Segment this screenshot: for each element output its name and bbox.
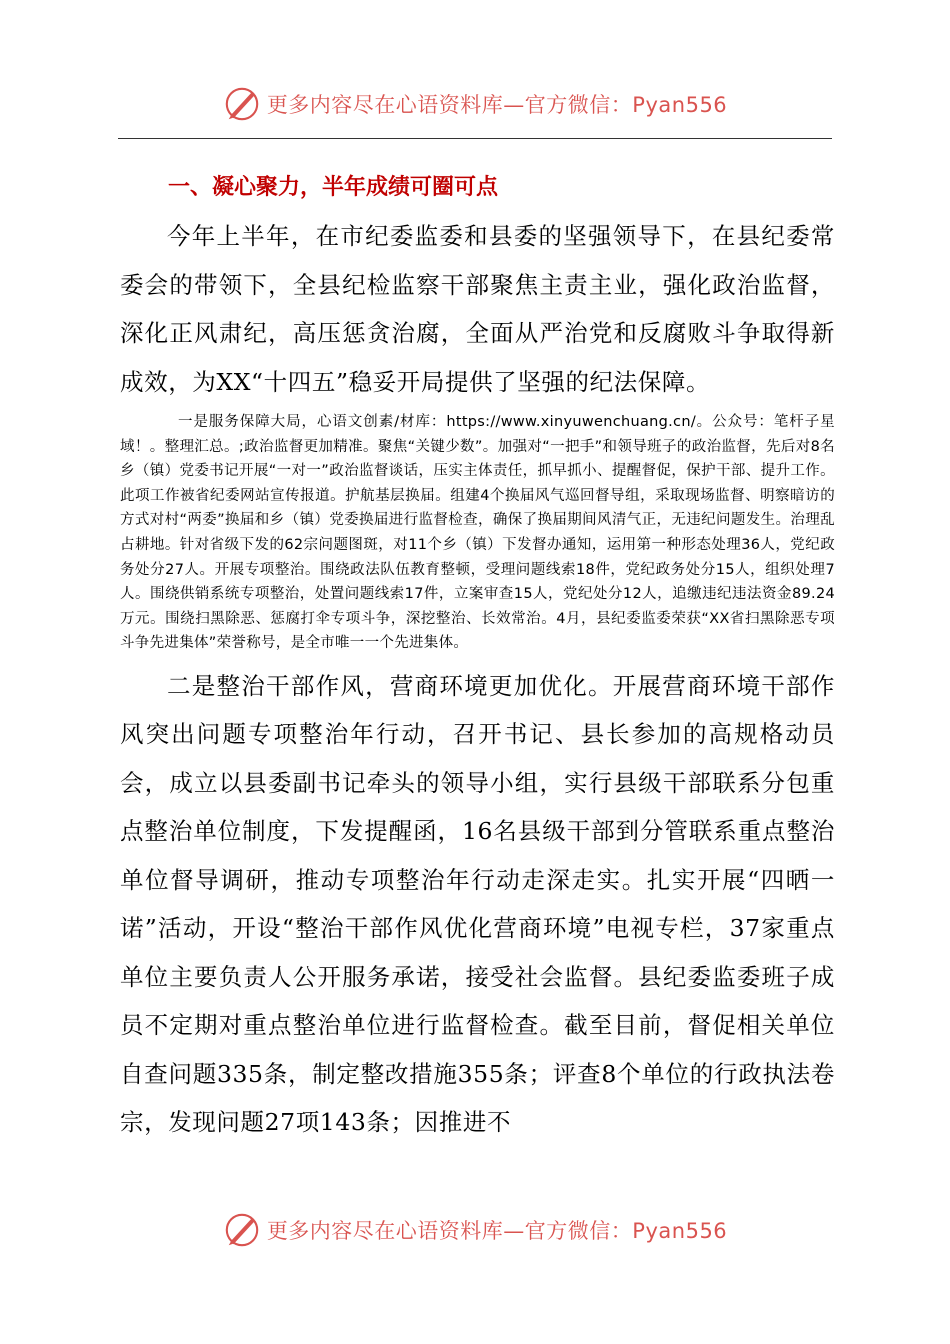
watermark-banner-bottom [0,1210,950,1250]
document-body [120,168,835,1147]
watermark-text: 更多内容尽在心语资料库—官方微信：Pyan556 [266,93,728,117]
header-divider [118,138,832,139]
pen-logo-icon [223,85,261,123]
intro-paragraph: 今年上半年，在市纪委监委和县委的坚强领导下，在县纪委常委会的带领下，全县纪检监察干部聚焦主责主业，强化政治监督，深化正风肃纪，高压惩贪治腐，全面从严治党和反腐败斗争取得新成效，为XX“十四五”稳妥开局提供了坚强的纪法保障。 [120,222,835,396]
pen-logo-icon [223,1211,261,1249]
second-point-paragraph: 二是整治干部作风，营商环境更加优化。开展营商环境干部作风突出问题专项整治年行动，召开书记、县长参加的高规格动员会，成立以县委副书记牵头的领导小组，实行县级干部联系分包重点整治单位制度，下发提醒函，16名县级干部到分管联系重点整治单位督导调研，推动专项整治年行动走深走实。扎实开展“四晒一诺”活动，开设“整治干部作风优化营商环境”电视专栏，37家重点单位主要负责人公开服务承诺，接受社会监督。县纪委监委班子成员不定期对重点整治单位进行监督检查。截至目前，督促相关单位自查问题335条，制定整改措施355条；评查8个单位的行政执法卷宗，发现问题27项143条；因推进不 [120,671,835,1137]
section-heading: 一、凝心聚力，半年成绩可圈可点 [168,175,499,200]
watermark-text: 更多内容尽在心语资料库—官方微信：Pyan556 [266,1219,728,1243]
detail-paragraph: 一是服务保障大局，心语文创素/材库：https://www.xinyuwenchuang.cn/。公众号：笔杆子星域！。整理汇总。;政治监督更加精准。聚焦“关键少数”。加强对“一把手”和领导班子的政治监督，先后对8名乡（镇）党委书记开展“一对一”政治监督谈话，压实主体责任，抓早抓小、提醒督促，保护干部、提升工作。此项工作被省纪委网站宣传报道。护航基层换届。组建4个换届风气巡回督导组，采取现场监督、明察暗访的方式对村“两委”换届和乡（镇）党委换届进行监督检查，确保了换届期间风清气正，无违纪问题发生。治理乱占耕地。针对省级下发的62宗问题图斑，对11个乡（镇）下发督办通知，运用第一种形态处理36人，党纪政务处分27人。开展专项整治。围绕政法队伍教育整顿，受理问题线索18件，党纪政务处分15人，组织处理7人。围绕供销系统专项整治，处置问题线索17件，立案审查15人，党纪处分12人，追缴违纪违法资金89.24万元。围绕扫黑除恶、惩腐打伞专项斗争，深挖整治、长效常治。4月，县纪委监委荣获“XX省扫黑除恶专项斗争先进集体”荣誉称号，是全市唯一一个先进集体。 [120,414,835,652]
watermark-banner-top [0,84,950,124]
